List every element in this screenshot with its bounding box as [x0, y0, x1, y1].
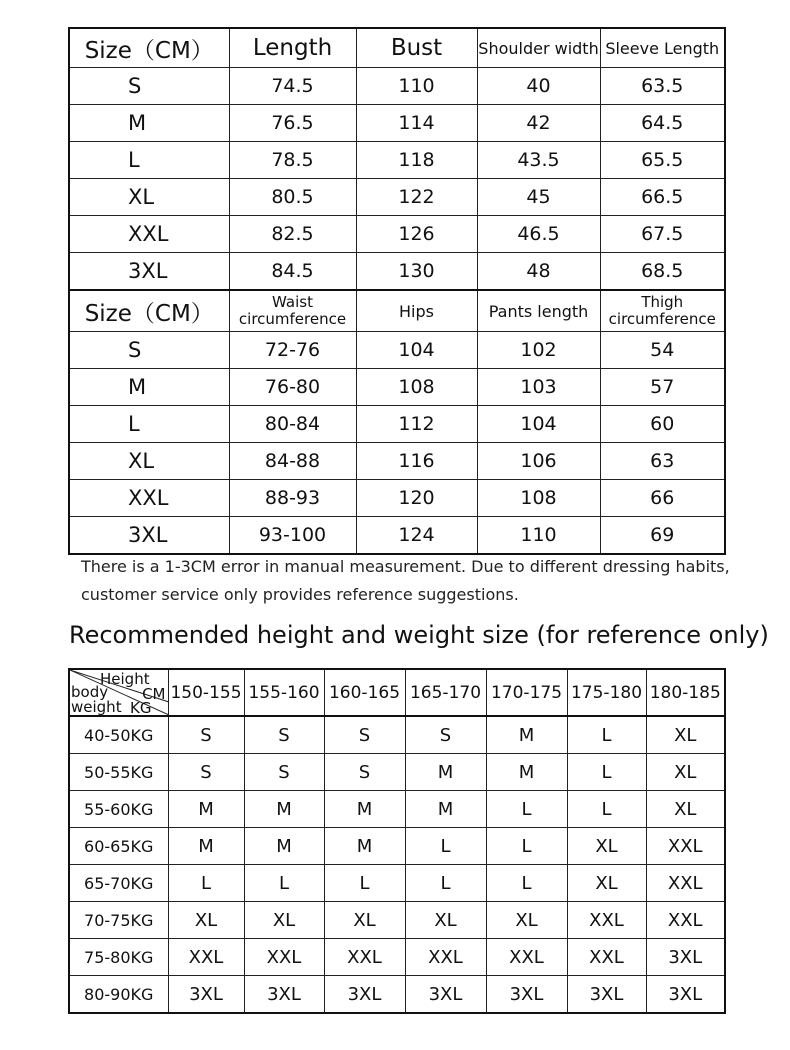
height-range-header: 175-180 — [567, 669, 646, 716]
recommended-size-cell: S — [168, 716, 244, 754]
garment-value-cell: 78.5 — [229, 142, 356, 179]
garment-value-cell: 46.5 — [477, 216, 600, 253]
height-range-header: 165-170 — [405, 669, 486, 716]
weight-range-cell: 60-65KG — [69, 828, 168, 865]
hips-header: Hips — [356, 290, 477, 332]
garment-size-cell: S — [69, 68, 229, 105]
length-header: Length — [229, 28, 356, 68]
waist-header: Waist circumference — [229, 290, 356, 332]
garment-value-cell: 82.5 — [229, 216, 356, 253]
recommended-size-cell: S — [244, 716, 324, 754]
garment-value-cell: 110 — [356, 68, 477, 105]
pants-value-cell: 116 — [356, 443, 477, 480]
weight-row — [69, 828, 725, 865]
recommended-size-cell: L — [324, 865, 405, 902]
pants-size-cell: XL — [69, 443, 229, 480]
weight-row — [69, 902, 725, 939]
weight-row — [69, 716, 725, 754]
weight-row — [69, 976, 725, 1014]
corner-body-label: body — [71, 683, 109, 701]
pants-row — [69, 517, 725, 555]
recommended-size-cell: L — [486, 791, 567, 828]
pants-value-cell: 110 — [477, 517, 600, 555]
garment-value-cell: 63.5 — [600, 68, 725, 105]
recommended-size-cell: L — [244, 865, 324, 902]
recommended-size-cell: M — [405, 791, 486, 828]
pants-value-cell: 106 — [477, 443, 600, 480]
height-range-header: 155-160 — [244, 669, 324, 716]
corner-height-label: Height — [100, 670, 150, 688]
recommended-size-cell: XXL — [567, 902, 646, 939]
recommended-size-cell: XXL — [168, 939, 244, 976]
recommended-size-cell: 3XL — [567, 976, 646, 1014]
recommendation-title: Recommended height and weight size (for reference only) — [69, 621, 769, 649]
recommended-size-cell: 3XL — [244, 976, 324, 1014]
corner-cell — [69, 669, 168, 716]
bust-header: Bust — [356, 28, 477, 68]
garment-value-cell: 67.5 — [600, 216, 725, 253]
height-range-header: 170-175 — [486, 669, 567, 716]
garment-value-cell: 68.5 — [600, 253, 725, 291]
recommended-size-cell: S — [324, 754, 405, 791]
garment-value-cell: 45 — [477, 179, 600, 216]
pants-row — [69, 406, 725, 443]
measurement-note-line-1: There is a 1-3CM error in manual measurement. Due to different dressing habits, — [81, 557, 730, 576]
weight-range-cell: 65-70KG — [69, 865, 168, 902]
recommended-size-cell: XL — [567, 865, 646, 902]
pants-value-cell: 60 — [600, 406, 725, 443]
recommended-size-cell: XL — [486, 902, 567, 939]
pants-value-cell: 93-100 — [229, 517, 356, 555]
sleeve-length-header: Sleeve Length — [600, 28, 725, 68]
recommended-size-cell: XL — [646, 791, 725, 828]
height-weight-size-table — [68, 668, 726, 1014]
pants-size-cell: S — [69, 332, 229, 369]
pants-size-cell: M — [69, 369, 229, 406]
recommended-size-cell: XXL — [486, 939, 567, 976]
weight-row — [69, 791, 725, 828]
garment-value-cell: 130 — [356, 253, 477, 291]
recommended-size-cell: 3XL — [324, 976, 405, 1014]
garment-row — [69, 105, 725, 142]
garment-value-cell: 64.5 — [600, 105, 725, 142]
pants-value-cell: 76-80 — [229, 369, 356, 406]
pants-row — [69, 332, 725, 369]
recommended-size-cell: XL — [168, 902, 244, 939]
recommended-size-cell: L — [405, 828, 486, 865]
garment-value-cell: 126 — [356, 216, 477, 253]
pants-value-cell: 80-84 — [229, 406, 356, 443]
garment-value-cell: 80.5 — [229, 179, 356, 216]
recommended-size-cell: XXL — [646, 865, 725, 902]
recommended-size-cell: XL — [567, 828, 646, 865]
recommended-size-cell: XXL — [405, 939, 486, 976]
recommended-size-cell: XXL — [646, 828, 725, 865]
pants-length-header: Pants length — [477, 290, 600, 332]
weight-range-cell: 50-55KG — [69, 754, 168, 791]
garment-value-cell: 40 — [477, 68, 600, 105]
recommended-size-cell: S — [168, 754, 244, 791]
pants-value-cell: 120 — [356, 480, 477, 517]
recommended-size-cell: 3XL — [486, 976, 567, 1014]
corner-cm-label: CM — [142, 685, 166, 703]
recommended-size-cell: L — [567, 754, 646, 791]
garment-size-cell: XL — [69, 179, 229, 216]
shoulder-width-header: Shoulder width — [477, 28, 600, 68]
recommended-size-cell: M — [405, 754, 486, 791]
recommended-size-cell: XL — [324, 902, 405, 939]
recommended-size-cell: XXL — [244, 939, 324, 976]
pants-header-row — [69, 290, 725, 332]
thigh-header: Thigh circumference — [600, 290, 725, 332]
pants-value-cell: 104 — [356, 332, 477, 369]
garment-value-cell: 118 — [356, 142, 477, 179]
pants-value-cell: 66 — [600, 480, 725, 517]
pants-value-cell: 102 — [477, 332, 600, 369]
recommended-size-cell: M — [486, 754, 567, 791]
garment-value-cell: 114 — [356, 105, 477, 142]
recommended-size-cell: 3XL — [168, 976, 244, 1014]
recommended-size-cell: L — [405, 865, 486, 902]
garment-row — [69, 142, 725, 179]
recommended-size-cell: XL — [646, 716, 725, 754]
garment-row — [69, 216, 725, 253]
recommended-size-cell: XXL — [646, 902, 725, 939]
recommended-size-cell: L — [168, 865, 244, 902]
garment-value-cell: 74.5 — [229, 68, 356, 105]
pants-value-cell: 88-93 — [229, 480, 356, 517]
recommended-size-cell: XL — [244, 902, 324, 939]
pants-size-cell: L — [69, 406, 229, 443]
weight-row — [69, 865, 725, 902]
pants-row — [69, 369, 725, 406]
recommended-size-cell: S — [324, 716, 405, 754]
height-range-header: 150-155 — [168, 669, 244, 716]
garment-row — [69, 179, 725, 216]
recommended-size-cell: M — [168, 828, 244, 865]
recommended-size-cell: M — [168, 791, 244, 828]
pants-value-cell: 69 — [600, 517, 725, 555]
garment-value-cell: 48 — [477, 253, 600, 291]
recommended-size-cell: M — [324, 791, 405, 828]
measurement-note-line-2: customer service only provides reference suggestions. — [81, 585, 519, 604]
recommended-size-cell: XL — [405, 902, 486, 939]
pants-value-cell: 103 — [477, 369, 600, 406]
pants-row — [69, 480, 725, 517]
recommended-size-cell: M — [486, 716, 567, 754]
recommended-size-cell: L — [486, 865, 567, 902]
pants-value-cell: 124 — [356, 517, 477, 555]
height-header-row — [69, 669, 725, 716]
pants-row — [69, 443, 725, 480]
garment-size-cell: L — [69, 142, 229, 179]
pants-value-cell: 63 — [600, 443, 725, 480]
pants-value-cell: 54 — [600, 332, 725, 369]
recommended-size-cell: M — [324, 828, 405, 865]
weight-range-cell: 80-90KG — [69, 976, 168, 1014]
corner-weight-label: weight — [71, 698, 122, 715]
pants-value-cell: 108 — [356, 369, 477, 406]
recommended-size-cell: S — [405, 716, 486, 754]
garment-value-cell: 66.5 — [600, 179, 725, 216]
pants-size-cell: XXL — [69, 480, 229, 517]
pants-value-cell: 104 — [477, 406, 600, 443]
weight-range-cell: 55-60KG — [69, 791, 168, 828]
recommended-size-cell: M — [244, 791, 324, 828]
garment-size-cell: M — [69, 105, 229, 142]
recommended-size-cell: 3XL — [646, 976, 725, 1014]
recommended-size-cell: 3XL — [646, 939, 725, 976]
garment-value-cell: 43.5 — [477, 142, 600, 179]
pants-value-cell: 112 — [356, 406, 477, 443]
weight-row — [69, 939, 725, 976]
garment-value-cell: 84.5 — [229, 253, 356, 291]
garment-value-cell: 76.5 — [229, 105, 356, 142]
recommended-size-cell: L — [486, 828, 567, 865]
weight-range-cell: 70-75KG — [69, 902, 168, 939]
recommended-size-cell: L — [567, 791, 646, 828]
corner-kg-label: KG — [130, 699, 152, 715]
recommended-size-cell: XXL — [567, 939, 646, 976]
weight-range-cell: 75-80KG — [69, 939, 168, 976]
pants-size-header: Size（CM） — [69, 290, 229, 332]
recommended-size-cell: M — [244, 828, 324, 865]
garment-value-cell: 122 — [356, 179, 477, 216]
garment-row — [69, 68, 725, 105]
garment-size-header: Size（CM） — [69, 28, 229, 68]
height-range-header: 180-185 — [646, 669, 725, 716]
weight-range-cell: 40-50KG — [69, 716, 168, 754]
pants-value-cell: 57 — [600, 369, 725, 406]
height-range-header: 160-165 — [324, 669, 405, 716]
recommended-size-cell: XXL — [324, 939, 405, 976]
pants-value-cell: 84-88 — [229, 443, 356, 480]
pants-value-cell: 108 — [477, 480, 600, 517]
garment-row — [69, 253, 725, 291]
pants-value-cell: 72-76 — [229, 332, 356, 369]
garment-size-cell: 3XL — [69, 253, 229, 291]
size-measurement-table — [68, 27, 726, 555]
recommended-size-cell: 3XL — [405, 976, 486, 1014]
garment-value-cell: 42 — [477, 105, 600, 142]
pants-size-cell: 3XL — [69, 517, 229, 555]
garment-header-row — [69, 28, 725, 68]
garment-value-cell: 65.5 — [600, 142, 725, 179]
recommended-size-cell: S — [244, 754, 324, 791]
recommended-size-cell: XL — [646, 754, 725, 791]
garment-size-cell: XXL — [69, 216, 229, 253]
recommended-size-cell: L — [567, 716, 646, 754]
weight-row — [69, 754, 725, 791]
